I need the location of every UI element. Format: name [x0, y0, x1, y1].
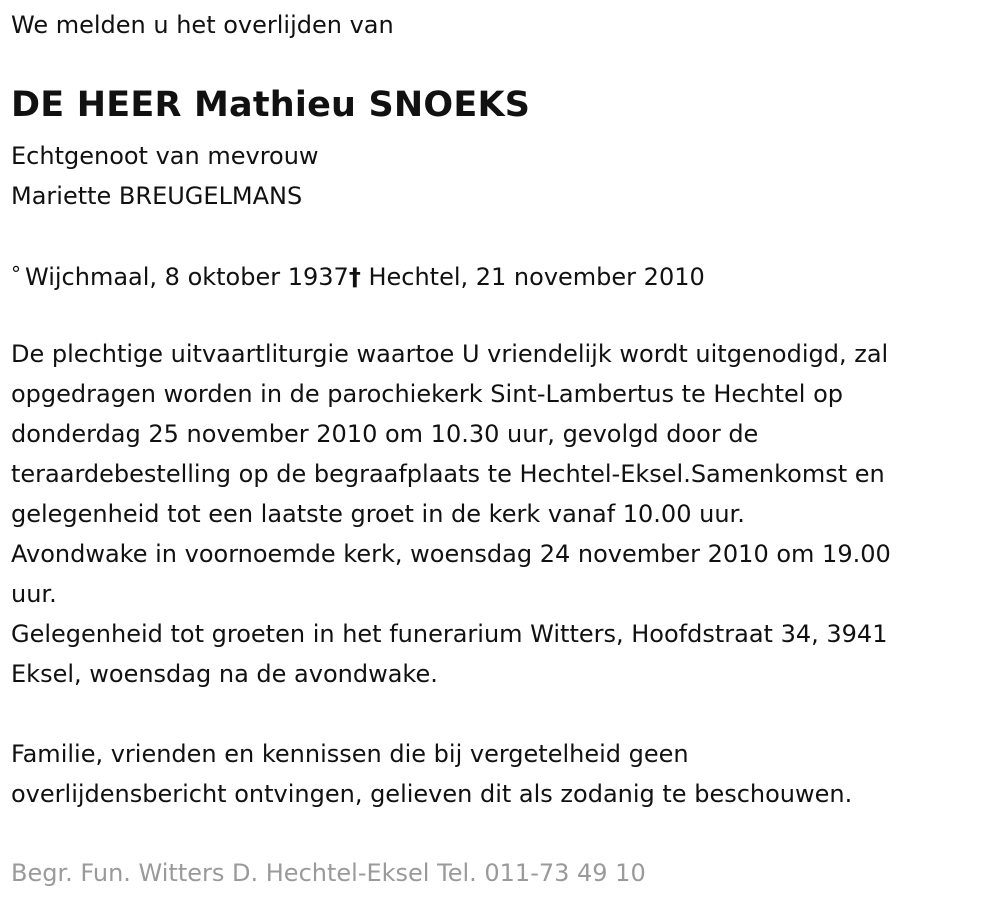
funeral-line: Avondwake in voornoemde kerk, woensdag 24 november 2010 om 19.00: [11, 540, 891, 568]
notice-line: overlijdensbericht ontvingen, gelieven dit als zodanig te beschouwen.: [11, 780, 853, 808]
birth-symbol: °: [11, 262, 21, 286]
notice-line: Familie, vrienden en kennissen die bij vergetelheid geen: [11, 740, 689, 768]
spouse-line-2: Mariette BREUGELMANS: [11, 182, 303, 210]
death-cross-icon: †: [348, 263, 361, 291]
funeral-line: uur.: [11, 580, 57, 608]
spouse-block: [11, 136, 319, 216]
spouse-line-1: Echtgenoot van mevrouw: [11, 142, 319, 170]
funeral-line: Eksel, woensdag na de avondwake.: [11, 660, 438, 688]
funeral-line: opgedragen worden in de parochiekerk Sint-Lambertus te Hechtel op: [11, 380, 843, 408]
intro-text: We melden u het overlijden van: [11, 11, 394, 39]
death-date: Hechtel, 21 november 2010: [360, 263, 705, 291]
birth-date: Wijchmaal, 8 oktober 1937: [25, 263, 349, 291]
funeral-home-footer: Begr. Fun. Witters D. Hechtel-Eksel Tel. 011-73 49 10: [11, 859, 646, 887]
funeral-line: Gelegenheid tot groeten in het funerarium Witters, Hoofdstraat 34, 3941: [11, 620, 888, 648]
funeral-line: De plechtige uitvaartliturgie waartoe U vriendelijk wordt uitgenodigd, zal: [11, 340, 889, 368]
deceased-name: DE HEER Mathieu SNOEKS: [11, 85, 531, 125]
funeral-line: donderdag 25 november 2010 om 10.30 uur, gevolgd door de: [11, 420, 759, 448]
life-dates: [11, 254, 705, 297]
funeral-line: gelegenheid tot een laatste groet in de kerk vanaf 10.00 uur.: [11, 500, 745, 528]
family-notice: [11, 734, 852, 814]
funeral-details: [11, 334, 996, 694]
funeral-line: teraardebestelling op de begraafplaats te Hechtel-Eksel.Samenkomst en: [11, 460, 885, 488]
